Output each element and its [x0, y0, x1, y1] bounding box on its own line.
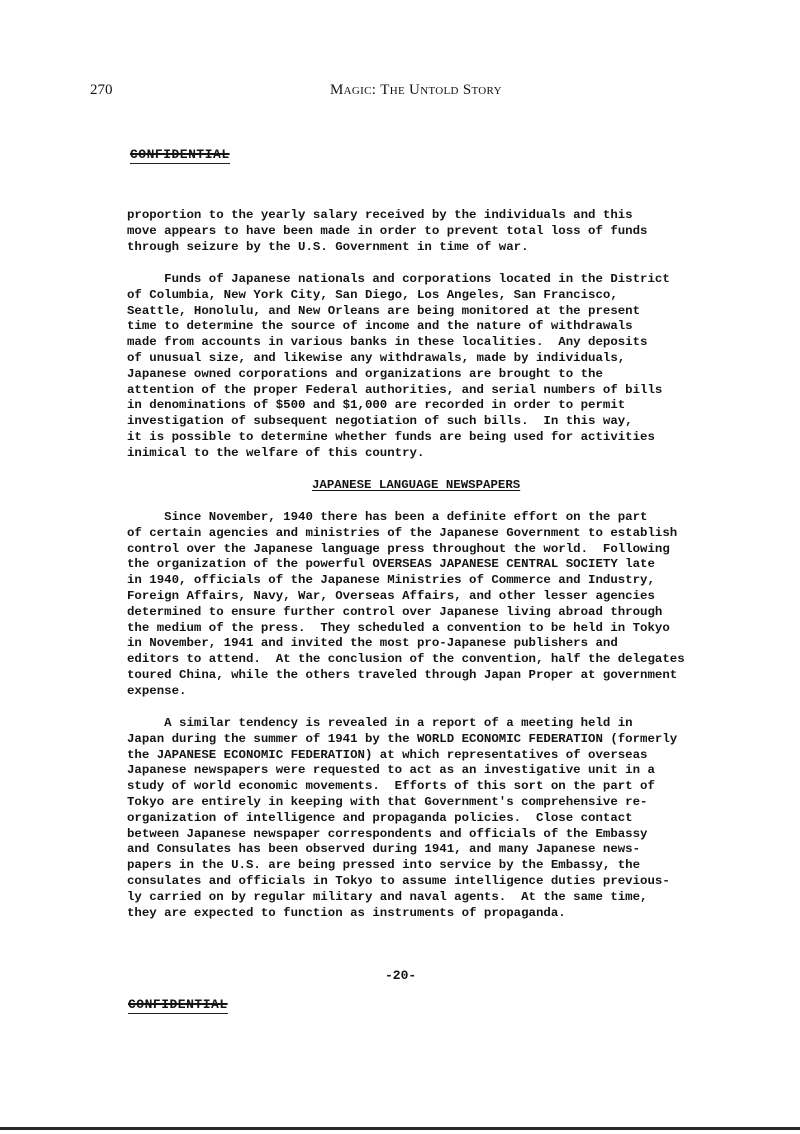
confidential-stamp-top	[130, 147, 230, 164]
confidential-stamp-bottom-text: CONFIDENTIAL	[128, 997, 228, 1012]
body-paragraph-1: proportion to the yearly salary received by the individuals and this move appears to have been made in order to prevent total loss of funds through seizure by the U.S. Government in time of war.	[127, 208, 648, 254]
book-title-part-he: he	[389, 82, 410, 98]
confidential-stamp-bottom	[128, 997, 228, 1014]
confidential-stamp-top-text: CONFIDENTIAL	[130, 147, 230, 162]
book-title-initial-m: M	[330, 82, 344, 98]
section-heading: JAPANESE LANGUAGE NEWSPAPERS	[312, 478, 521, 492]
folio-number: -20-	[385, 968, 417, 983]
book-title-part-agic: agic:	[343, 82, 381, 98]
book-title-initial-u: U	[409, 82, 421, 98]
page-number: 270	[90, 82, 113, 98]
body-paragraph-2: Funds of Japanese nationals and corporations located in the District of Columbia, New York City, San Diego, Los Angeles, San Francisco, Seattle, Honolulu, and New Orleans are being monitored at the present time to determine the source of income and the nature of withdrawals made from accounts in various banks in these localities. Any deposits of unusual size, and likewise any withdrawals, made by individuals, Japanese owned corporations and organizations are brought to the attention of the proper Federal authorities, and serial numbers of bills in denominations of $500 and $1,000 are recorded in order to permit investigation of subsequent negotiation of such bills. In this way, it is possible to determine whether funds are being used for activities inimical to the welfare of this country.	[127, 272, 670, 460]
body-paragraph-3: Since November, 1940 there has been a definite effort on the part of certain agencies and ministries of the Japanese Government to establish control over the Japanese language press throughout the world. Following the organization of the powerful OVERSEAS JAPANESE CENTRAL SOCIETY late in 1940, officials of the Japanese Ministries of Commerce and Industry, Foreign Affairs, Navy, War, Overseas Affairs, and other lesser agencies determined to ensure further control over Japanese living abroad through the medium of the press. They scheduled a convention to be held in Tokyo in November, 1941 and invited the most pro-Japanese publishers and editors to attend. At the conclusion of the convention, half the delegates toured China, while the others traveled through Japan Proper at government expense.	[127, 510, 685, 698]
book-title-part-ntold: ntold	[420, 82, 463, 98]
body-paragraph-4: A similar tendency is revealed in a report of a meeting held in Japan during the summer of 1941 by the WORLD ECONOMIC FEDERATION (formerly the JAPANESE ECONOMIC FEDERATION) at which representatives of overseas Japanese newspapers were requested to act as an investigative unit in a study of world economic movements. Efforts of this sort on the part of Tokyo are entirely in keeping with that Government's comprehensive re- organization of intelligence and propaganda policies. Close contact between Japanese newspaper correspondents and officials of the Embassy and Consulates has been observed during 1941, and many Japanese news- papers in the U.S. are being pressed into service by the Embassy, the consulates and officials in Tokyo to assume intelligence duties previous- ly carried on by regular military and naval agents. At the same time, they are expected to function as instruments of propaganda.	[127, 716, 678, 920]
running-head	[0, 82, 800, 102]
page-bottom-rule	[0, 1127, 800, 1130]
book-title-initial-t: T	[380, 82, 390, 98]
book-title-part-tory: tory	[471, 82, 502, 98]
book-title	[330, 82, 502, 99]
book-title-initial-s: S	[462, 82, 472, 98]
